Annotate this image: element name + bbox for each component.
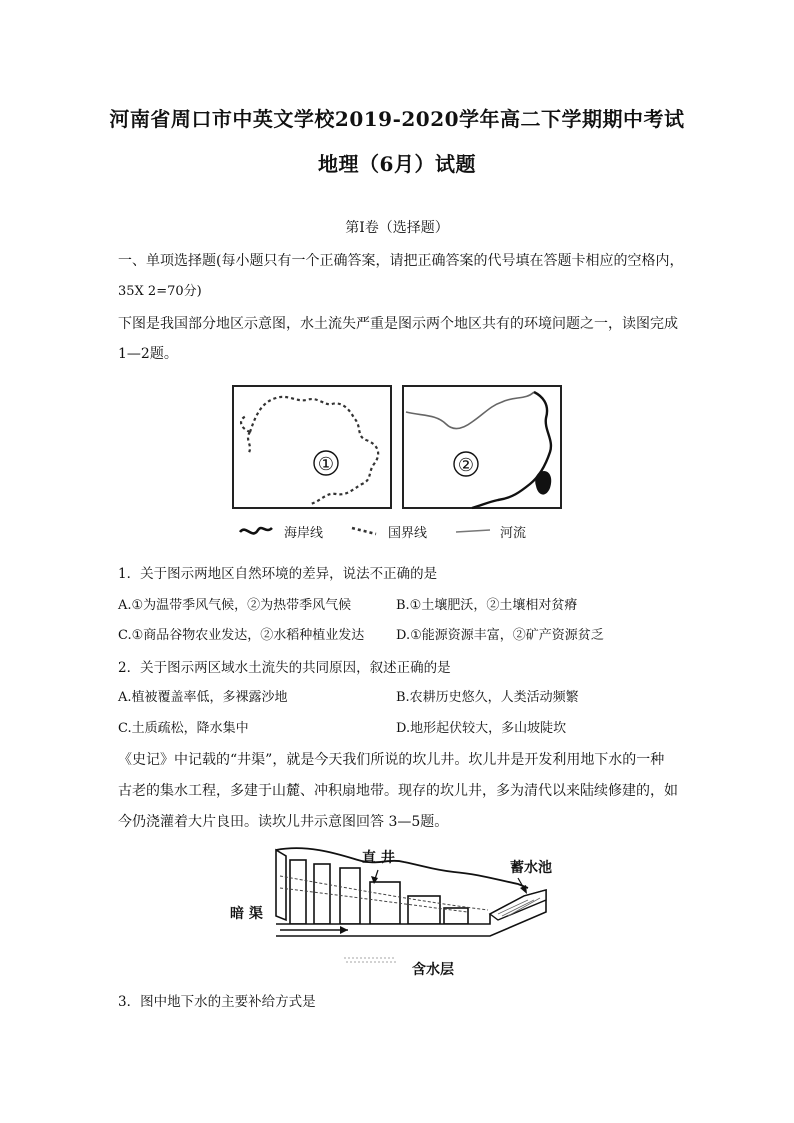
intro1-line2: 1—2题。 — [118, 346, 178, 362]
map-panel-1 — [233, 386, 391, 508]
section-heading: 第Ⅰ卷（选择题） — [345, 220, 449, 236]
pool-arrow-head — [520, 885, 527, 894]
legend-coastline-label: 海岸线 — [284, 526, 324, 541]
instructions-line2: 35X 2=70分) — [118, 284, 202, 299]
q1-option-a[interactable]: A.①为温带季风气候，②为热带季风气候 — [118, 598, 352, 613]
q1-option-c[interactable]: C.①商品谷物农业发达，②水稻种植业发达 — [118, 628, 365, 643]
q1-option-d[interactable]: D.①能源资源丰富，②矿产资源贫乏 — [396, 628, 604, 643]
instructions-line1: 一、单项选择题(每小题只有一个正确答案，请把正确答案的代号填在答题卡相应的空格内， — [118, 253, 684, 269]
q2-option-b[interactable]: B.农耕历史悠久，人类活动频繁 — [396, 690, 579, 705]
q2-option-d[interactable]: D.地形起伏较大，多山坡陡坎 — [396, 721, 567, 736]
legend-river-icon — [456, 530, 490, 532]
intro2-line2: 古老的集水工程，多建于山麓、冲积扇地带。现存的坎儿井，多为清代以来陆续修建的，如 — [118, 783, 678, 799]
region-1-label: ① — [317, 454, 335, 475]
terrain-block — [276, 850, 286, 920]
legend-coastline-icon — [240, 528, 272, 533]
legend-border-label: 国界线 — [388, 526, 428, 541]
intro2-line1: 《史记》中记载的“井渠”，就是今天我们所说的坎儿井。坎儿井是开发利用地下水的一种 — [118, 752, 665, 768]
label-vertical-well: 直 井 — [362, 850, 395, 866]
q2-stem: 2．关于图示两区域水土流失的共同原因，叙述正确的是 — [118, 660, 451, 676]
vertical-well-1 — [290, 860, 306, 924]
q1-stem: 1．关于图示两地区自然环境的差异，说法不正确的是 — [118, 566, 438, 582]
vertical-well-3 — [340, 868, 360, 924]
exam-title-line2: 地理（6月）试题 — [318, 152, 476, 176]
map-figure — [232, 384, 562, 546]
vertical-well-5 — [408, 896, 440, 924]
legend-border-icon — [352, 528, 376, 534]
q2-option-a[interactable]: A.植被覆盖率低，多裸露沙地 — [118, 690, 288, 705]
label-underground-channel: 暗 渠 — [230, 906, 263, 922]
karez-figure — [228, 840, 564, 982]
intro2-line3: 今仍浇灌着大片良田。读坎儿井示意图回答 3—5题。 — [118, 814, 449, 830]
region-2-label: ② — [457, 455, 475, 476]
exam-title-line1: 河南省周口市中英文学校2019-2020学年高二下学期期中考试 — [109, 107, 685, 131]
q3-stem: 3．图中地下水的主要补给方式是 — [118, 994, 316, 1010]
legend-river-label: 河流 — [500, 526, 527, 541]
intro1-line1: 下图是我国部分地区示意图，水土流失严重是图示两个地区共有的环境问题之一，读图完成 — [118, 316, 678, 332]
q2-option-c[interactable]: C.土质疏松，降水集中 — [118, 721, 249, 736]
label-storage-pool: 蓄水池 — [510, 860, 552, 876]
label-aquifer: 含水层 — [412, 962, 454, 978]
aquifer-marks — [344, 958, 396, 962]
q1-option-b[interactable]: B.①土壤肥沃，②土壤相对贫瘠 — [396, 598, 578, 613]
